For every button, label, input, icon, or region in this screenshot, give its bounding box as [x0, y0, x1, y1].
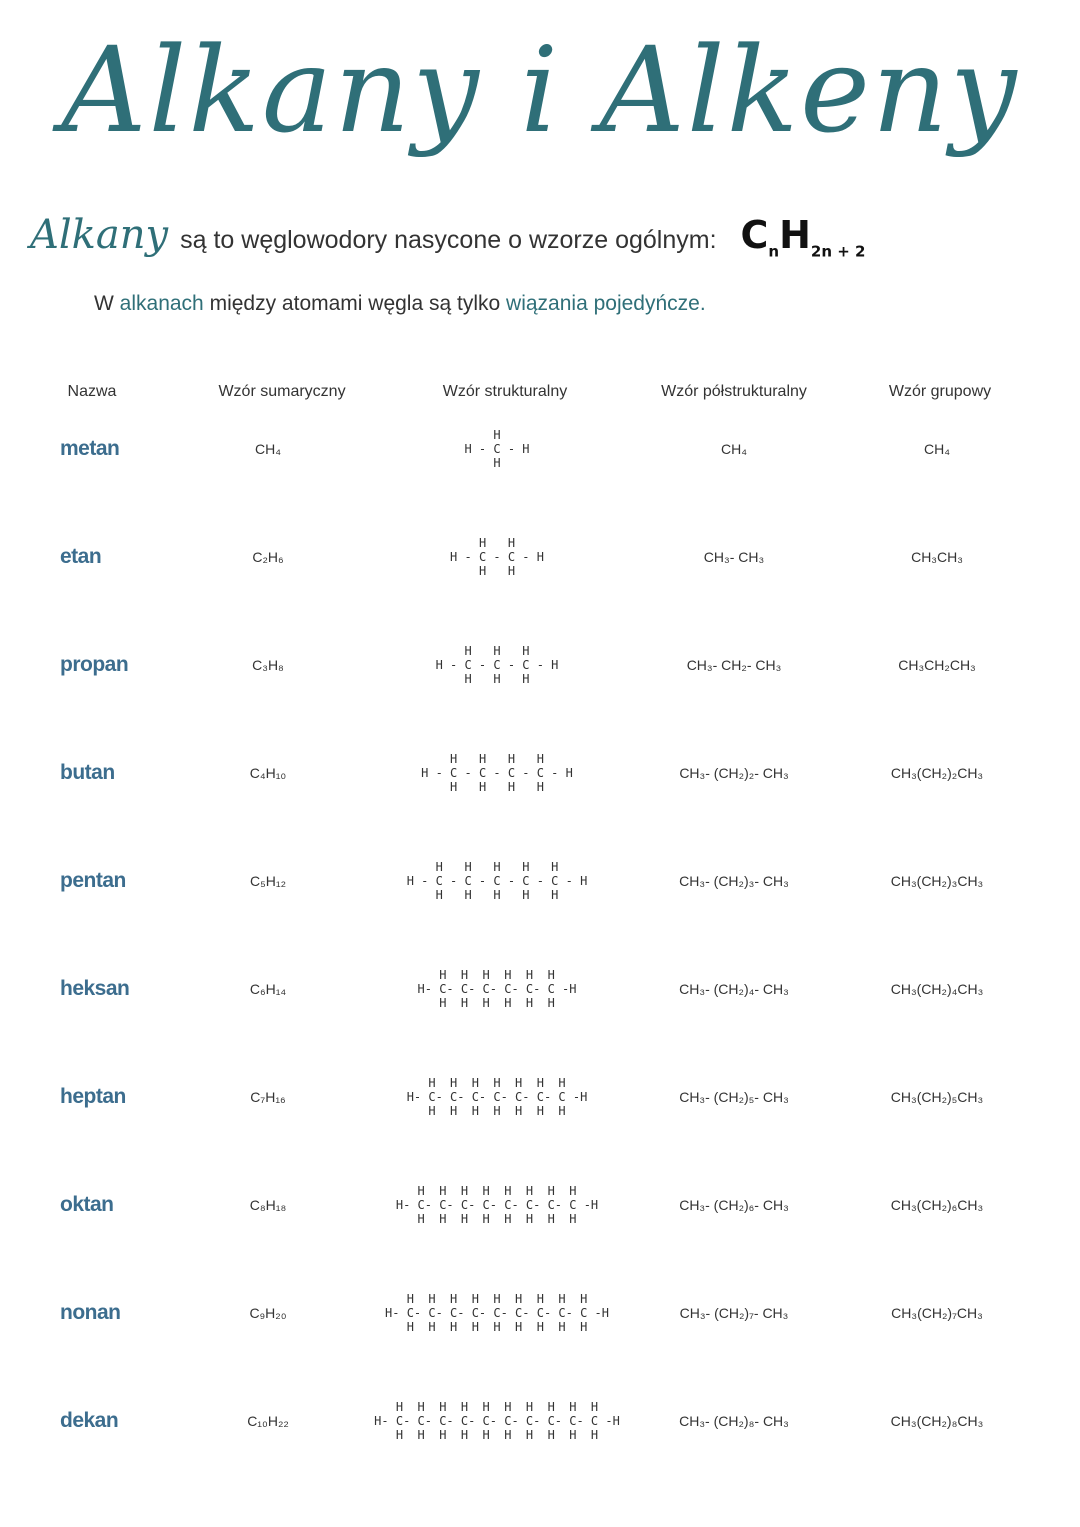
general-formula	[741, 213, 866, 261]
group-formula: CH₄	[924, 441, 950, 457]
structural-formula-text: H H H H H H H- C- C- C- C- C- C -H H H H H H H	[417, 968, 577, 1010]
formula-c-sub: n	[768, 242, 780, 261]
structural-formula	[385, 1259, 609, 1367]
structural-formula	[396, 1151, 598, 1259]
col-summary: Wzór sumaryczny	[218, 383, 346, 400]
intro-text: są to węglowodory nasycone o wzorze ogólnym:	[180, 226, 717, 254]
formula-h: H	[779, 213, 811, 257]
intro-line	[30, 212, 1060, 272]
group-formula: CH₃(CH₂)₄CH₃	[890, 981, 984, 997]
alkane-name: pentan	[60, 869, 126, 892]
summary-formula: C₄H₁₀	[249, 765, 287, 781]
col-semi: Wzór półstrukturalny	[661, 383, 807, 400]
semi-structural-formula: CH₃- (CH₂)₈- CH₃	[679, 1413, 789, 1429]
alkane-name: oktan	[60, 1193, 114, 1216]
semi-structural-formula: CH₃- (CH₂)₄- CH₃	[679, 981, 789, 997]
subline	[94, 292, 706, 316]
page-title: Alkany i Alkeny	[61, 21, 1019, 159]
summary-formula: C₆H₁₄	[249, 981, 287, 997]
alkane-name: heksan	[60, 977, 130, 1000]
summary-formula: C₃H₈	[252, 657, 284, 673]
structural-formula	[374, 1367, 620, 1475]
table-row	[0, 1043, 1080, 1151]
structural-formula-text: H H - C - H H	[464, 428, 530, 470]
alkane-name: butan	[60, 761, 115, 784]
structural-formula	[418, 935, 577, 1043]
alkane-name: nonan	[60, 1301, 121, 1324]
summary-formula: C₅H₁₂	[249, 873, 287, 889]
structural-formula-text: H H H H H H - C - C - C - C - C - H H H H H H	[406, 860, 588, 902]
alkane-name: dekan	[60, 1409, 119, 1432]
semi-structural-formula: CH₃- (CH₂)₆- CH₃	[679, 1197, 789, 1213]
col-structural: Wzór strukturalny	[442, 383, 568, 400]
structural-formula	[450, 503, 544, 611]
structural-formula	[464, 395, 529, 503]
subline-p2: między atomami węgla są tylko	[209, 292, 501, 315]
structural-formula-text: H H H H - C - C - C - H H H H	[435, 644, 559, 686]
semi-structural-formula: CH₃- (CH₂)₅- CH₃	[679, 1089, 789, 1105]
formula-c: C	[740, 213, 769, 257]
subline-hl1: alkanach	[119, 292, 204, 315]
table-row	[0, 611, 1080, 719]
structural-formula	[407, 827, 588, 935]
semi-structural-formula: CH₃- CH₂- CH₃	[686, 657, 782, 673]
semi-structural-formula: CH₃- (CH₂)₂- CH₃	[679, 765, 789, 781]
structural-formula-text: H H H H H H H H H H- C- C- C- C- C- C- C- C- C -H H H H H H H H H H	[385, 1292, 609, 1334]
group-formula: CH₃(CH₂)₈CH₃	[890, 1413, 984, 1429]
structural-formula-text: H H H H H H H H- C- C- C- C- C- C- C -H H H H H H H H	[406, 1076, 588, 1118]
structural-formula-text: H H H - C - C - H H H	[450, 536, 544, 578]
summary-formula: CH₄	[255, 441, 281, 457]
summary-formula: C₁₀H₂₂	[247, 1413, 289, 1429]
summary-formula: C₇H₁₆	[250, 1089, 286, 1105]
intro-keyword: Alkany	[30, 212, 169, 258]
group-formula: CH₃(CH₂)₅CH₃	[890, 1089, 984, 1105]
alkane-name: propan	[60, 653, 129, 676]
structural-formula	[421, 719, 573, 827]
summary-formula: C₂H₆	[252, 549, 284, 565]
group-formula: CH₃(CH₂)₂CH₃	[890, 765, 984, 781]
table-row	[0, 935, 1080, 1043]
group-formula: CH₃CH₂CH₃	[898, 657, 976, 673]
table-row	[0, 827, 1080, 935]
summary-formula: C₉H₂₀	[249, 1305, 287, 1321]
table-row	[0, 395, 1080, 503]
structural-formula	[436, 611, 559, 719]
alkane-name: metan	[60, 437, 120, 460]
group-formula: CH₃(CH₂)₃CH₃	[890, 873, 984, 889]
structural-formula-text: H H H H H H H H H- C- C- C- C- C- C- C- C -H H H H H H H H H	[395, 1184, 599, 1226]
summary-formula: C₈H₁₈	[249, 1197, 287, 1213]
formula-h-sub: 2n + 2	[810, 242, 866, 261]
table-row	[0, 1151, 1080, 1259]
semi-structural-formula: CH₄	[721, 441, 747, 457]
semi-structural-formula: CH₃- CH₃	[703, 549, 765, 565]
alkane-name: heptan	[60, 1085, 126, 1108]
alkane-name: etan	[60, 545, 102, 568]
group-formula: CH₃(CH₂)₇CH₃	[891, 1305, 983, 1321]
group-formula: CH₃(CH₂)₆CH₃	[890, 1197, 984, 1213]
subline-hl2: wiązania pojedyńcze.	[506, 292, 706, 315]
table-row	[0, 1367, 1080, 1475]
structural-formula	[407, 1043, 588, 1151]
semi-structural-formula: CH₃- (CH₂)₃- CH₃	[679, 873, 789, 889]
subline-p1: W	[94, 292, 114, 315]
col-name: Nazwa	[67, 383, 117, 400]
table-row	[0, 1259, 1080, 1367]
table-row	[0, 503, 1080, 611]
table-row	[0, 719, 1080, 827]
structural-formula-text: H H H H H H H H H H H- C- C- C- C- C- C- C- C- C- C -H H H H H H H H H H H	[374, 1400, 620, 1442]
group-formula: CH₃CH₃	[911, 549, 963, 565]
col-group: Wzór grupowy	[888, 383, 992, 400]
structural-formula-text: H H H H H - C - C - C - C - H H H H H	[421, 752, 573, 794]
semi-structural-formula: CH₃- (CH₂)₇- CH₃	[679, 1305, 789, 1321]
